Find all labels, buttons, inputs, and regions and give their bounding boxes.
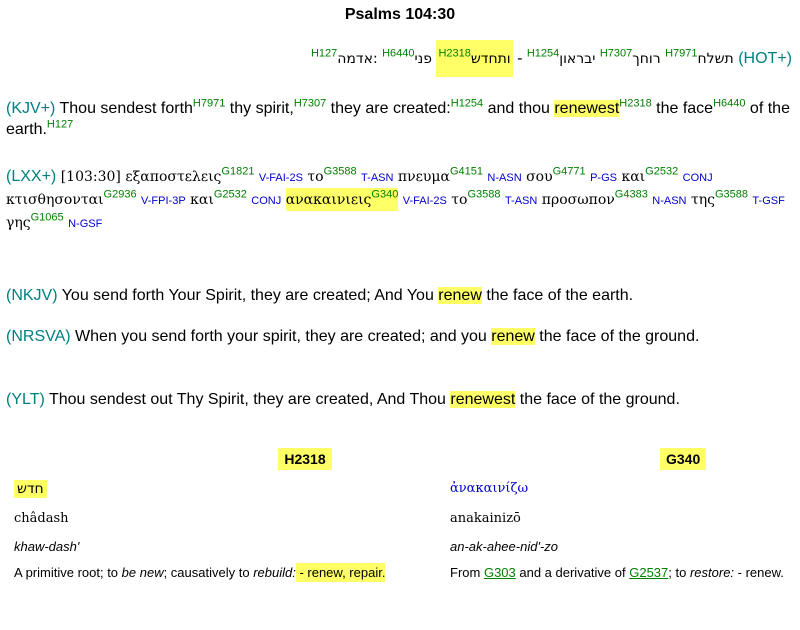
nrsva-text-before: When you send forth your spirit, they are created; and you: [75, 328, 492, 345]
g2537-link[interactable]: G2537: [629, 565, 669, 580]
h2318-word: חדש: [14, 480, 47, 498]
ylt-tag: (YLT): [6, 391, 45, 408]
nkjv-text-before: You send forth Your Spirit, they are created; And You: [61, 287, 439, 304]
strong-number: G340: [371, 188, 399, 201]
strong-number: H7971: [665, 47, 698, 60]
ylt-verse: [6, 389, 794, 410]
g340-pronunciation: an-ak-ahee-nid'-zo: [450, 539, 558, 554]
g340-entry: [450, 448, 795, 582]
h2318-header: H2318: [278, 448, 331, 470]
parsing-code: T-GSF: [752, 195, 785, 207]
strong-number: H127: [310, 47, 338, 60]
kjv-tag: (KJV+): [6, 100, 56, 117]
nrsva-tag: (NRSVA): [6, 328, 71, 345]
lxx-word: [690, 188, 748, 208]
lxx-verse: [6, 166, 794, 235]
g303-link[interactable]: G303: [483, 565, 516, 580]
strong-number: G2532: [645, 165, 679, 178]
hot-word: [310, 47, 378, 67]
strong-number: G1821: [221, 165, 255, 178]
hot-word: [526, 47, 596, 67]
greek-word: της: [690, 192, 715, 208]
g340-definition: From G303 and a derivative of G2537; to restore: - renew.: [450, 565, 784, 580]
kjv-segment: thy spirit,: [225, 100, 294, 117]
nrsva-highlight: renew: [491, 328, 535, 345]
h2318-definition-highlight: - renew, repair.: [295, 565, 386, 580]
hebrew-word: אדמה:: [337, 51, 378, 67]
g340-header: G340: [660, 448, 706, 470]
strong-number: G2532: [213, 188, 247, 201]
page-title: Psalms 104:30: [344, 6, 456, 23]
strong-number: H1254: [526, 47, 560, 60]
strong-number: G4771: [552, 165, 586, 178]
greek-word: γης: [6, 215, 31, 231]
nrsva-verse: [6, 326, 794, 347]
parsing-code: CONJ: [682, 172, 713, 184]
h2318-definition: A primitive root; to be new; causatively to rebuild: - renew, repair.: [14, 565, 386, 580]
parsing-code: T-ASN: [504, 195, 538, 207]
parsing-code: N-ASN: [652, 195, 687, 207]
strong-number: H2318: [619, 97, 652, 110]
lxx-word: [125, 165, 255, 185]
h2318-translit: châdash: [14, 511, 69, 526]
kjv-segment: and thou: [483, 100, 555, 117]
lxx-word: [621, 165, 679, 185]
lxx-word: [6, 211, 64, 231]
strong-number: H7307: [599, 47, 633, 60]
kjv-verse: [6, 98, 794, 140]
greek-word: και: [621, 169, 646, 185]
h2318-pronunciation: khaw-dash': [14, 539, 80, 554]
g340-word: ἀνακαινίζω: [450, 481, 529, 496]
nkjv-text-after: the face of the earth.: [481, 287, 634, 304]
nkjv-tag: (NKJV): [6, 287, 58, 304]
strong-number: G1065: [30, 211, 64, 224]
strong-number: H7971: [192, 97, 226, 110]
nkjv-highlight: renew: [438, 287, 482, 304]
kjv-text: [6, 97, 790, 138]
strong-number: G3588: [467, 188, 501, 201]
greek-word: ανακαινιεις: [285, 192, 372, 208]
strong-number: H2318: [438, 47, 471, 60]
strong-number: G3588: [714, 188, 748, 201]
strong-number: H7307: [293, 97, 327, 110]
kjv-segment: the face: [651, 100, 714, 117]
greek-word: το: [307, 169, 324, 185]
lxx-word: [451, 188, 501, 208]
lxx-tag: (LXX+): [6, 168, 57, 185]
hebrew-word: יבראון: [559, 51, 596, 67]
ylt-highlight: renewest: [450, 391, 516, 408]
greek-word: το: [451, 192, 468, 208]
hot-word: [665, 47, 734, 67]
greek-word: προσωπον: [541, 192, 615, 208]
hebrew-word: תשלח: [697, 51, 734, 67]
hot-words: $^{H127}$אדמה: $^{H6440}$פני $^{H2318}$ותחדש - $^{H1254}$יבראון $^{H7307}$רוחך $^{H7971}$תשלח: [311, 40, 738, 77]
strong-number: G4151: [449, 165, 483, 178]
hot-tag: (HOT+): [738, 50, 792, 67]
parsing-code: N-ASN: [487, 172, 522, 184]
parsing-code: T-ASN: [361, 172, 394, 184]
ylt-text-before: Thou sendest out Thy Spirit, they are created, And Thou: [48, 391, 451, 408]
greek-word: εξαποστελεις: [125, 169, 222, 185]
lxx-word: [526, 165, 586, 185]
hot-word: [599, 47, 661, 67]
lxx-ref: [103:30]: [60, 169, 121, 185]
greek-word: πνευμα: [397, 169, 450, 185]
hot-verse: [311, 48, 792, 70]
hot-word: [382, 47, 433, 67]
hebrew-word: ותחדש: [470, 51, 511, 67]
hebrew-word: רוחך: [632, 51, 661, 67]
h2318-entry: [14, 448, 434, 582]
lxx-word: [397, 165, 483, 185]
hebrew-word: פני: [414, 51, 433, 67]
kjv-segment: of the earth.: [6, 100, 790, 138]
strong-number: H6440: [713, 97, 746, 110]
greek-word: κτισθησονται: [6, 192, 104, 208]
kjv-segment: Thou sendest forth: [59, 100, 193, 117]
strong-number: G2936: [103, 188, 137, 201]
strong-number: H6440: [382, 47, 415, 60]
lxx-word: [286, 188, 399, 211]
kjv-highlight: renewest: [554, 100, 620, 117]
lxx-word: [6, 188, 137, 208]
lxx-word: [190, 188, 247, 208]
hot-word: [436, 40, 512, 77]
g340-translit: anakainizō: [450, 511, 521, 526]
parsing-code: V-FAI-2S: [258, 172, 303, 184]
nrsva-text-after: the face of the ground.: [534, 328, 700, 345]
parsing-code: P-GS: [590, 172, 617, 184]
nkjv-verse: [6, 285, 794, 306]
lxx-text: [6, 165, 785, 231]
lxx-word: [541, 188, 648, 208]
greek-word: σου: [526, 169, 553, 185]
parsing-code: CONJ: [251, 195, 282, 207]
parsing-code: V-FAI-2S: [402, 195, 447, 207]
parsing-code: N-GSF: [68, 218, 103, 230]
greek-word: και: [190, 192, 214, 208]
strong-number: G4383: [614, 188, 648, 201]
parsing-code: V-FPI-3P: [141, 195, 186, 207]
strong-number: G3588: [323, 165, 357, 178]
strong-number: H1254: [450, 97, 484, 110]
lxx-word: [307, 165, 357, 185]
kjv-segment: they are created:: [326, 100, 451, 117]
ylt-text-after: the face of the ground.: [515, 391, 680, 408]
strong-number: H127: [46, 118, 74, 131]
